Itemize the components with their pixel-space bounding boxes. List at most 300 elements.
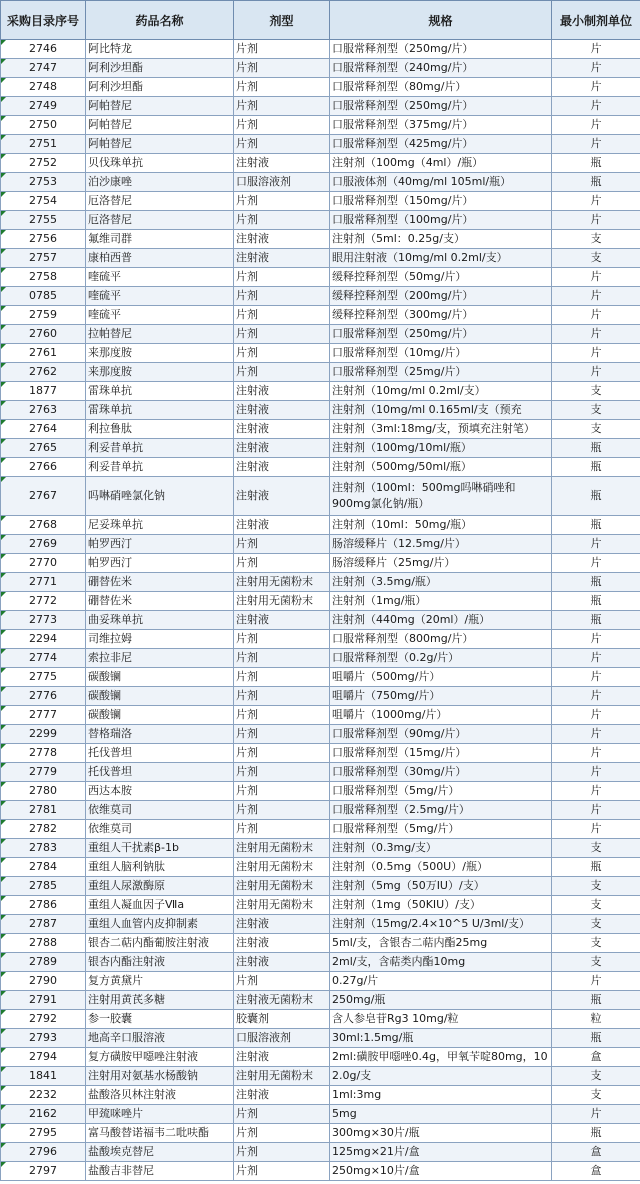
cell-code: 2770 <box>1 554 86 573</box>
table-row <box>1 782 640 801</box>
cell-code: 1877 <box>1 382 86 401</box>
cell-min-unit: 支 <box>552 877 640 896</box>
cell-dosage-form: 注射液 <box>234 439 330 458</box>
cell-min-unit: 支 <box>552 1067 640 1086</box>
cell-dosage-form: 片剂 <box>234 706 330 725</box>
cell-specification: 口服常释剂型（150mg/片） <box>330 192 552 211</box>
cell-dosage-form: 注射液 <box>234 516 330 535</box>
cell-specification: 缓释控释剂型（300mg/片） <box>330 306 552 325</box>
cell-min-unit: 片 <box>552 306 640 325</box>
table-row <box>1 268 640 287</box>
cell-code: 0785 <box>1 287 86 306</box>
cell-code: 2782 <box>1 820 86 839</box>
table-row <box>1 344 640 363</box>
table-row <box>1 363 640 382</box>
cell-dosage-form: 片剂 <box>234 535 330 554</box>
cell-drug-name: 盐酸埃克替尼 <box>86 1143 234 1162</box>
cell-specification: 注射剂（10mg/ml 0.165ml/支（预充 <box>330 401 552 420</box>
cell-code: 2785 <box>1 877 86 896</box>
table-row <box>1 97 640 116</box>
cell-drug-name: 盐酸吉非替尼 <box>86 1162 234 1181</box>
cell-min-unit: 片 <box>552 744 640 763</box>
cell-code: 2790 <box>1 972 86 991</box>
cell-dosage-form: 注射液 <box>234 230 330 249</box>
cell-min-unit: 瓶 <box>552 1029 640 1048</box>
cell-specification: 250mg×10片/盒 <box>330 1162 552 1181</box>
cell-min-unit: 片 <box>552 78 640 97</box>
table-row <box>1 1010 640 1029</box>
cell-min-unit: 片 <box>552 192 640 211</box>
cell-specification: 口服常释剂型（250mg/片） <box>330 97 552 116</box>
table-row <box>1 630 640 649</box>
cell-specification: 口服常释剂型（80mg/片） <box>330 78 552 97</box>
cell-specification: 口服常释剂型（5mg/片） <box>330 782 552 801</box>
table-row <box>1 820 640 839</box>
cell-dosage-form: 注射用无菌粉末 <box>234 573 330 592</box>
cell-code: 2760 <box>1 325 86 344</box>
cell-dosage-form: 片剂 <box>234 211 330 230</box>
header-drug-name: 药品名称 <box>86 1 234 40</box>
table-row <box>1 535 640 554</box>
cell-drug-name: 帕罗西汀 <box>86 535 234 554</box>
cell-specification: 口服常释剂型（10mg/片） <box>330 344 552 363</box>
cell-min-unit: 瓶 <box>552 991 640 1010</box>
cell-code: 2784 <box>1 858 86 877</box>
cell-min-unit: 片 <box>552 649 640 668</box>
cell-specification: 肠溶缓释片（12.5mg/片） <box>330 535 552 554</box>
cell-dosage-form: 片剂 <box>234 801 330 820</box>
cell-specification: 口服常释剂型（250mg/片） <box>330 40 552 59</box>
cell-code: 2771 <box>1 573 86 592</box>
table-row <box>1 991 640 1010</box>
cell-code: 2777 <box>1 706 86 725</box>
cell-code: 2294 <box>1 630 86 649</box>
cell-specification: 250mg/瓶 <box>330 991 552 1010</box>
cell-code: 2776 <box>1 687 86 706</box>
cell-drug-name: 重组人凝血因子Ⅶa <box>86 896 234 915</box>
cell-specification: 注射剂（10ml：50mg/瓶） <box>330 516 552 535</box>
header-min-unit: 最小制剂单位 <box>552 1 640 40</box>
cell-specification: 注射剂（1mg（50KIU）/支） <box>330 896 552 915</box>
cell-specification: 5mg <box>330 1105 552 1124</box>
cell-specification: 口服常释剂型（25mg/片） <box>330 363 552 382</box>
cell-dosage-form: 片剂 <box>234 306 330 325</box>
cell-min-unit: 瓶 <box>552 611 640 630</box>
cell-drug-name: 参一胶囊 <box>86 1010 234 1029</box>
cell-min-unit: 支 <box>552 382 640 401</box>
table-row <box>1 325 640 344</box>
cell-min-unit: 片 <box>552 344 640 363</box>
cell-specification: 口服液体剂（40mg/ml 105ml/瓶） <box>330 173 552 192</box>
cell-code: 2795 <box>1 1124 86 1143</box>
cell-code: 2162 <box>1 1105 86 1124</box>
cell-min-unit: 片 <box>552 535 640 554</box>
cell-drug-name: 曲妥珠单抗 <box>86 611 234 630</box>
cell-min-unit: 片 <box>552 97 640 116</box>
table-row <box>1 192 640 211</box>
cell-specification: 注射剂（1mg/瓶） <box>330 592 552 611</box>
table-row <box>1 306 640 325</box>
table-row <box>1 706 640 725</box>
cell-drug-name: 来那度胺 <box>86 363 234 382</box>
cell-min-unit: 片 <box>552 40 640 59</box>
cell-drug-name: 索拉非尼 <box>86 649 234 668</box>
cell-drug-name: 阿帕替尼 <box>86 116 234 135</box>
cell-code: 2747 <box>1 59 86 78</box>
cell-drug-name: 碳酸镧 <box>86 687 234 706</box>
cell-code: 2797 <box>1 1162 86 1181</box>
cell-code: 2759 <box>1 306 86 325</box>
cell-dosage-form: 片剂 <box>234 1162 330 1181</box>
table-row <box>1 173 640 192</box>
cell-specification: 口服常释剂型（250mg/片） <box>330 325 552 344</box>
cell-specification: 125mg×21片/盒 <box>330 1143 552 1162</box>
cell-specification: 注射剂（15mg/2.4×10^5 U/3ml/支） <box>330 915 552 934</box>
cell-dosage-form: 口服溶液剂 <box>234 1029 330 1048</box>
cell-min-unit: 片 <box>552 801 640 820</box>
table-row <box>1 401 640 420</box>
table-row <box>1 592 640 611</box>
cell-specification: 30ml:1.5mg/瓶 <box>330 1029 552 1048</box>
table-row <box>1 1124 640 1143</box>
cell-dosage-form: 注射用无菌粉末 <box>234 1067 330 1086</box>
cell-dosage-form: 注射液 <box>234 934 330 953</box>
cell-dosage-form: 片剂 <box>234 325 330 344</box>
cell-code: 2748 <box>1 78 86 97</box>
cell-specification: 缓释控释剂型（200mg/片） <box>330 287 552 306</box>
cell-min-unit: 片 <box>552 668 640 687</box>
cell-dosage-form: 注射液无菌粉末 <box>234 991 330 1010</box>
cell-min-unit: 瓶 <box>552 477 640 516</box>
cell-drug-name: 依维莫司 <box>86 801 234 820</box>
cell-drug-name: 阿比特龙 <box>86 40 234 59</box>
table-row <box>1 649 640 668</box>
cell-specification: 口服常释剂型（800mg/片） <box>330 630 552 649</box>
cell-min-unit: 片 <box>552 1105 640 1124</box>
cell-drug-name: 利妥昔单抗 <box>86 458 234 477</box>
cell-code: 2775 <box>1 668 86 687</box>
cell-min-unit: 片 <box>552 325 640 344</box>
cell-code: 2757 <box>1 249 86 268</box>
cell-dosage-form: 注射用无菌粉末 <box>234 839 330 858</box>
cell-code: 2746 <box>1 40 86 59</box>
table-row <box>1 40 640 59</box>
cell-code: 2783 <box>1 839 86 858</box>
cell-code: 2778 <box>1 744 86 763</box>
cell-code: 2232 <box>1 1086 86 1105</box>
table-row <box>1 249 640 268</box>
table-row <box>1 458 640 477</box>
cell-code: 2789 <box>1 953 86 972</box>
cell-min-unit: 盒 <box>552 1048 640 1067</box>
cell-min-unit: 支 <box>552 915 640 934</box>
table-row <box>1 1143 640 1162</box>
table-row <box>1 554 640 573</box>
cell-drug-name: 泊沙康唑 <box>86 173 234 192</box>
cell-min-unit: 瓶 <box>552 592 640 611</box>
cell-dosage-form: 片剂 <box>234 972 330 991</box>
cell-drug-name: 利拉鲁肽 <box>86 420 234 439</box>
table-row <box>1 477 640 516</box>
cell-specification: 注射剂（5ml：0.25g/支） <box>330 230 552 249</box>
table-row <box>1 972 640 991</box>
cell-code: 2773 <box>1 611 86 630</box>
cell-specification: 眼用注射液（10mg/ml 0.2ml/支） <box>330 249 552 268</box>
cell-min-unit: 片 <box>552 782 640 801</box>
table-row <box>1 763 640 782</box>
cell-dosage-form: 注射液 <box>234 611 330 630</box>
cell-dosage-form: 片剂 <box>234 78 330 97</box>
cell-drug-name: 替格瑞洛 <box>86 725 234 744</box>
table-row <box>1 934 640 953</box>
cell-specification: 2.0g/支 <box>330 1067 552 1086</box>
cell-min-unit: 盒 <box>552 1143 640 1162</box>
cell-specification: 口服常释剂型（90mg/片） <box>330 725 552 744</box>
cell-specification: 口服常释剂型（5mg/片） <box>330 820 552 839</box>
cell-code: 2750 <box>1 116 86 135</box>
cell-drug-name: 来那度胺 <box>86 344 234 363</box>
cell-code: 2755 <box>1 211 86 230</box>
table-row <box>1 877 640 896</box>
cell-code: 2780 <box>1 782 86 801</box>
cell-min-unit: 片 <box>552 820 640 839</box>
cell-code: 2765 <box>1 439 86 458</box>
cell-drug-name: 银杏内酯注射液 <box>86 953 234 972</box>
header-row <box>1 1 640 40</box>
cell-drug-name: 硼替佐米 <box>86 592 234 611</box>
cell-dosage-form: 注射液 <box>234 154 330 173</box>
cell-dosage-form: 注射液 <box>234 458 330 477</box>
cell-code: 2781 <box>1 801 86 820</box>
cell-code: 2751 <box>1 135 86 154</box>
cell-dosage-form: 片剂 <box>234 554 330 573</box>
table-row <box>1 1086 640 1105</box>
cell-min-unit: 瓶 <box>552 516 640 535</box>
cell-drug-name: 复方磺胺甲噁唑注射液 <box>86 1048 234 1067</box>
cell-code: 2762 <box>1 363 86 382</box>
cell-dosage-form: 片剂 <box>234 59 330 78</box>
cell-specification: 口服常释剂型（240mg/片） <box>330 59 552 78</box>
cell-drug-name: 利妥昔单抗 <box>86 439 234 458</box>
cell-drug-name: 硼替佐米 <box>86 573 234 592</box>
cell-dosage-form: 注射用无菌粉末 <box>234 592 330 611</box>
cell-min-unit: 片 <box>552 211 640 230</box>
table-row <box>1 744 640 763</box>
cell-specification: 2ml:磺胺甲噁唑0.4g，甲氧苄啶80mg，10 <box>330 1048 552 1067</box>
cell-specification: 5ml/支，含银杏二萜内酯25mg <box>330 934 552 953</box>
cell-drug-name: 托伐普坦 <box>86 744 234 763</box>
cell-dosage-form: 片剂 <box>234 287 330 306</box>
cell-dosage-form: 片剂 <box>234 668 330 687</box>
cell-drug-name: 复方黄黛片 <box>86 972 234 991</box>
cell-code: 2792 <box>1 1010 86 1029</box>
cell-code: 2794 <box>1 1048 86 1067</box>
cell-dosage-form: 片剂 <box>234 268 330 287</box>
cell-drug-name: 富马酸替诺福韦二吡呋酯 <box>86 1124 234 1143</box>
cell-code: 2768 <box>1 516 86 535</box>
cell-drug-name: 氟维司群 <box>86 230 234 249</box>
cell-min-unit: 片 <box>552 687 640 706</box>
cell-min-unit: 支 <box>552 896 640 915</box>
cell-specification: 注射剂（440mg（20ml）/瓶） <box>330 611 552 630</box>
cell-specification: 口服常释剂型（2.5mg/片） <box>330 801 552 820</box>
table-row <box>1 839 640 858</box>
cell-specification: 咀嚼片（1000mg/片） <box>330 706 552 725</box>
header-code: 采购目录序号 <box>1 1 86 40</box>
cell-min-unit: 瓶 <box>552 458 640 477</box>
cell-drug-name: 帕罗西汀 <box>86 554 234 573</box>
cell-min-unit: 瓶 <box>552 173 640 192</box>
cell-code: 2774 <box>1 649 86 668</box>
cell-dosage-form: 片剂 <box>234 344 330 363</box>
cell-code: 2299 <box>1 725 86 744</box>
cell-dosage-form: 片剂 <box>234 649 330 668</box>
cell-specification: 口服常释剂型（425mg/片） <box>330 135 552 154</box>
cell-min-unit: 粒 <box>552 1010 640 1029</box>
cell-min-unit: 盒 <box>552 1162 640 1181</box>
table-row <box>1 725 640 744</box>
cell-specification: 口服常释剂型（30mg/片） <box>330 763 552 782</box>
cell-dosage-form: 口服溶液剂 <box>234 173 330 192</box>
cell-min-unit: 支 <box>552 1086 640 1105</box>
cell-specification: 300mg×30片/瓶 <box>330 1124 552 1143</box>
table-row <box>1 668 640 687</box>
cell-min-unit: 片 <box>552 268 640 287</box>
cell-code: 2788 <box>1 934 86 953</box>
table-row <box>1 516 640 535</box>
table-row <box>1 439 640 458</box>
cell-drug-name: 拉帕替尼 <box>86 325 234 344</box>
cell-drug-name: 甲巯咪唑片 <box>86 1105 234 1124</box>
cell-specification: 0.27g/片 <box>330 972 552 991</box>
cell-dosage-form: 注射用无菌粉末 <box>234 858 330 877</box>
cell-dosage-form: 注射液 <box>234 249 330 268</box>
cell-specification: 注射剂（0.3mg/支） <box>330 839 552 858</box>
table-row <box>1 116 640 135</box>
cell-min-unit: 瓶 <box>552 439 640 458</box>
table-row <box>1 154 640 173</box>
cell-code: 2752 <box>1 154 86 173</box>
cell-dosage-form: 片剂 <box>234 820 330 839</box>
cell-dosage-form: 片剂 <box>234 1124 330 1143</box>
cell-drug-name: 银杏二萜内酯葡胺注射液 <box>86 934 234 953</box>
table-row <box>1 59 640 78</box>
table-row <box>1 230 640 249</box>
cell-min-unit: 片 <box>552 725 640 744</box>
cell-drug-name: 地高辛口服溶液 <box>86 1029 234 1048</box>
cell-min-unit: 支 <box>552 839 640 858</box>
cell-specification: 咀嚼片（500mg/片） <box>330 668 552 687</box>
cell-drug-name: 西达本胺 <box>86 782 234 801</box>
cell-drug-name: 厄洛替尼 <box>86 192 234 211</box>
cell-dosage-form: 片剂 <box>234 630 330 649</box>
cell-specification: 肠溶缓释片（25mg/片） <box>330 554 552 573</box>
cell-specification: 注射剂（3ml:18mg/支，预填充注射笔） <box>330 420 552 439</box>
cell-code: 2754 <box>1 192 86 211</box>
cell-specification: 缓释控释剂型（50mg/片） <box>330 268 552 287</box>
cell-specification: 注射剂（10mg/ml 0.2ml/支） <box>330 382 552 401</box>
cell-min-unit: 片 <box>552 630 640 649</box>
cell-dosage-form: 注射用无菌粉末 <box>234 896 330 915</box>
table-row <box>1 211 640 230</box>
cell-min-unit: 片 <box>552 363 640 382</box>
cell-drug-name: 吗啉硝唑氯化钠 <box>86 477 234 516</box>
cell-drug-name: 托伐普坦 <box>86 763 234 782</box>
table-row <box>1 896 640 915</box>
table-row <box>1 135 640 154</box>
cell-drug-name: 康柏西普 <box>86 249 234 268</box>
cell-drug-name: 碳酸镧 <box>86 668 234 687</box>
cell-min-unit: 瓶 <box>552 573 640 592</box>
cell-min-unit: 瓶 <box>552 1124 640 1143</box>
cell-dosage-form: 片剂 <box>234 135 330 154</box>
cell-drug-name: 注射用对氨基水杨酸钠 <box>86 1067 234 1086</box>
cell-drug-name: 盐酸洛贝林注射液 <box>86 1086 234 1105</box>
cell-specification: 注射剂（100ml：500mg吗啉硝唑和900mg氯化钠/瓶） <box>330 477 552 516</box>
cell-dosage-form: 注射液 <box>234 1048 330 1067</box>
table-row <box>1 858 640 877</box>
table-row <box>1 420 640 439</box>
cell-dosage-form: 片剂 <box>234 1143 330 1162</box>
table-row <box>1 1067 640 1086</box>
cell-drug-name: 喹硫平 <box>86 287 234 306</box>
header-specification: 规格 <box>330 1 552 40</box>
cell-specification: 含人参皂苷Rg3 10mg/粒 <box>330 1010 552 1029</box>
cell-min-unit: 瓶 <box>552 154 640 173</box>
cell-dosage-form: 片剂 <box>234 192 330 211</box>
cell-dosage-form: 片剂 <box>234 725 330 744</box>
cell-code: 2764 <box>1 420 86 439</box>
cell-specification: 注射剂（500mg/50ml/瓶） <box>330 458 552 477</box>
cell-drug-name: 尼妥珠单抗 <box>86 516 234 535</box>
cell-drug-name: 重组人脑利钠肽 <box>86 858 234 877</box>
cell-min-unit: 片 <box>552 135 640 154</box>
cell-drug-name: 阿利沙坦酯 <box>86 59 234 78</box>
table-row <box>1 611 640 630</box>
cell-specification: 口服常释剂型（15mg/片） <box>330 744 552 763</box>
header-dosage-form: 剂型 <box>234 1 330 40</box>
table-row <box>1 1105 640 1124</box>
cell-dosage-form: 注射液 <box>234 915 330 934</box>
table-row <box>1 78 640 97</box>
table-row <box>1 1048 640 1067</box>
cell-drug-name: 厄洛替尼 <box>86 211 234 230</box>
table-row <box>1 382 640 401</box>
cell-drug-name: 阿利沙坦酯 <box>86 78 234 97</box>
cell-specification: 口服常释剂型（100mg/片） <box>330 211 552 230</box>
cell-dosage-form: 注射用无菌粉末 <box>234 877 330 896</box>
cell-specification: 注射剂（0.5mg（500U）/瓶） <box>330 858 552 877</box>
cell-code: 2786 <box>1 896 86 915</box>
cell-dosage-form: 注射液 <box>234 401 330 420</box>
cell-dosage-form: 片剂 <box>234 687 330 706</box>
cell-specification: 口服常释剂型（375mg/片） <box>330 116 552 135</box>
table-row <box>1 915 640 934</box>
cell-drug-name: 雷珠单抗 <box>86 382 234 401</box>
table-row <box>1 687 640 706</box>
cell-dosage-form: 片剂 <box>234 363 330 382</box>
cell-min-unit: 支 <box>552 953 640 972</box>
cell-dosage-form: 注射液 <box>234 382 330 401</box>
cell-min-unit: 瓶 <box>552 858 640 877</box>
cell-specification: 注射剂（5mg（50万IU）/支） <box>330 877 552 896</box>
cell-code: 2772 <box>1 592 86 611</box>
cell-min-unit: 支 <box>552 249 640 268</box>
cell-code: 2753 <box>1 173 86 192</box>
cell-drug-name: 重组人尿激酶原 <box>86 877 234 896</box>
cell-code: 2793 <box>1 1029 86 1048</box>
cell-drug-name: 注射用黄芪多糖 <box>86 991 234 1010</box>
